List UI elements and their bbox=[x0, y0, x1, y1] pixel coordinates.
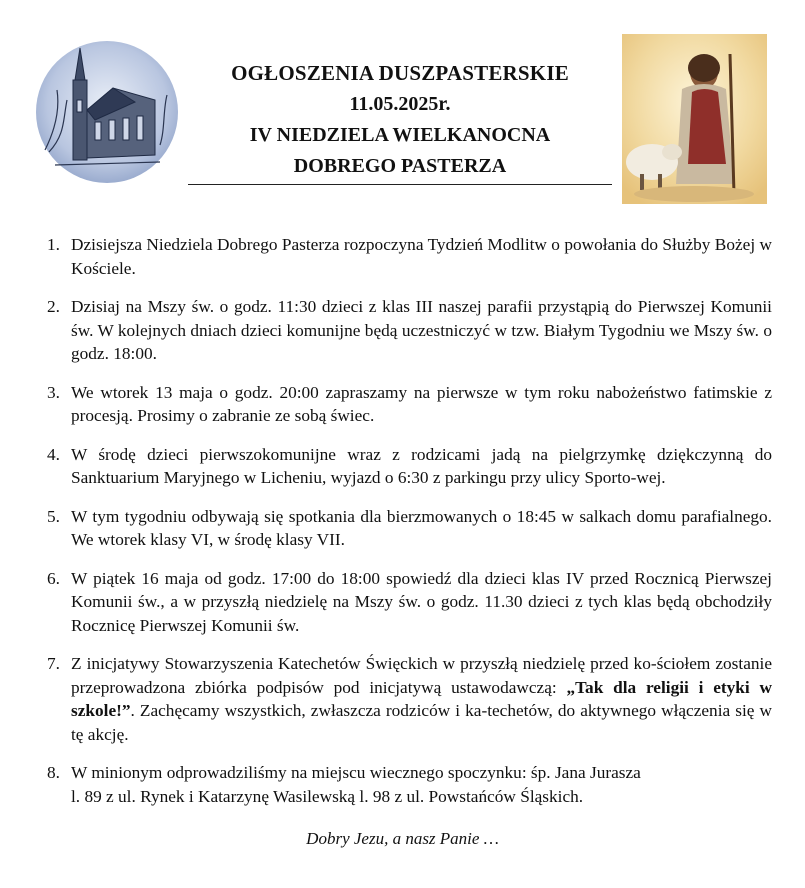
title-block bbox=[188, 58, 612, 182]
church-drawing-image bbox=[35, 40, 180, 185]
liturgical-subtitle: DOBREGO PASTERZA bbox=[293, 155, 507, 177]
announcement-item bbox=[42, 443, 772, 490]
header bbox=[0, 0, 805, 200]
announcement-date: 11.05.2025r. bbox=[349, 93, 451, 115]
announcements-list bbox=[42, 233, 772, 823]
item-number: 8. bbox=[47, 763, 60, 782]
item-text: W środę dzieci pierwszokomunijne wraz z rodzicami jadą na pielgrzymkę dziękczynną do Sanktuarium Maryjnego w Licheniu, wyjazd o 6:30 z parkingu przy ulicy Sporto-wej. bbox=[71, 444, 772, 487]
announcement-item bbox=[42, 233, 772, 280]
item-text-line: W minionym odprowadziliśmy na miejscu wiecznego spoczynku: śp. Jana Jurasza bbox=[71, 763, 641, 782]
announcement-item bbox=[42, 652, 772, 746]
item-number: 1. bbox=[47, 235, 60, 254]
item-text: W piątek 16 maja od godz. 17:00 do 18:00 spowiedź dla dzieci klas IV przed Rocznicą Pierwszej Komunii św., a w przyszłą niedzielę na Mszy św. o godz. 11.30 dzieci z tych klas będą obchodziły Rocznicę Pierwszej Komunii św. bbox=[71, 568, 772, 635]
title-divider bbox=[188, 184, 612, 185]
item-text: Dzisiejsza Niedziela Dobrego Pasterza rozpoczyna Tydzień Modlitw o powołania do Służby Bożej w Kościele. bbox=[71, 235, 772, 278]
announcement-item bbox=[42, 567, 772, 638]
item-text: W tym tygodniu odbywają się spotkania dla bierzmowanych o 18:45 w salkach domu parafialnego. We wtorek klasy VI, w środę klasy VII. bbox=[71, 506, 772, 549]
item-text-part: . Zachęcamy wszystkich, zwłaszcza rodziców i ka-techetów, do aktywnego włączenia się w tę akcję. bbox=[71, 701, 772, 744]
item-number: 4. bbox=[47, 444, 60, 464]
closing-prayer: Dobry Jezu, a nasz Panie … bbox=[306, 829, 499, 848]
good-shepherd-image bbox=[622, 34, 767, 204]
announcement-item bbox=[42, 381, 772, 428]
page-title: OGŁOSZENIA DUSZPASTERSKIE bbox=[231, 61, 569, 85]
announcement-item bbox=[42, 505, 772, 552]
item-text-part: Z inicjatywy Stowarzyszenia Katechetów Święckich w przyszłą niedzielę przed ko-ściołem zostanie przeprowadzona zbiórka podpisów pod inicjatywą ustawodawczą: bbox=[71, 654, 772, 697]
initiative-slogan: „Tak dla religii i etyki w szkole!” bbox=[71, 677, 772, 720]
announcement-item bbox=[42, 761, 772, 808]
item-number: 7. bbox=[47, 654, 60, 673]
announcement-item bbox=[42, 295, 772, 366]
item-number: 2. bbox=[47, 297, 60, 316]
item-number: 6. bbox=[47, 568, 60, 588]
item-number: 5. bbox=[47, 506, 60, 526]
liturgical-day: IV NIEDZIELA WIELKANOCNA bbox=[249, 124, 551, 146]
item-text-line: l. 89 z ul. Rynek i Katarzynę Wasilewską l. 98 z ul. Powstańców Śląskich. bbox=[71, 786, 584, 806]
item-number: 3. bbox=[47, 382, 60, 402]
item-text: Dzisiaj na Mszy św. o godz. 11:30 dzieci z klas III naszej parafii przystąpią do Pierwszej Komunii św. W kolejnych dniach dzieci komunijne będą uczestniczyć w tzw. Białym Tygodniu we Mszy św. o godz. 18:00. bbox=[71, 297, 772, 363]
item-text: We wtorek 13 maja o godz. 20:00 zapraszamy na pierwsze w tym roku nabożeństwo fatimskie z procesją. Prosimy o zabranie ze sobą świec. bbox=[71, 382, 772, 425]
